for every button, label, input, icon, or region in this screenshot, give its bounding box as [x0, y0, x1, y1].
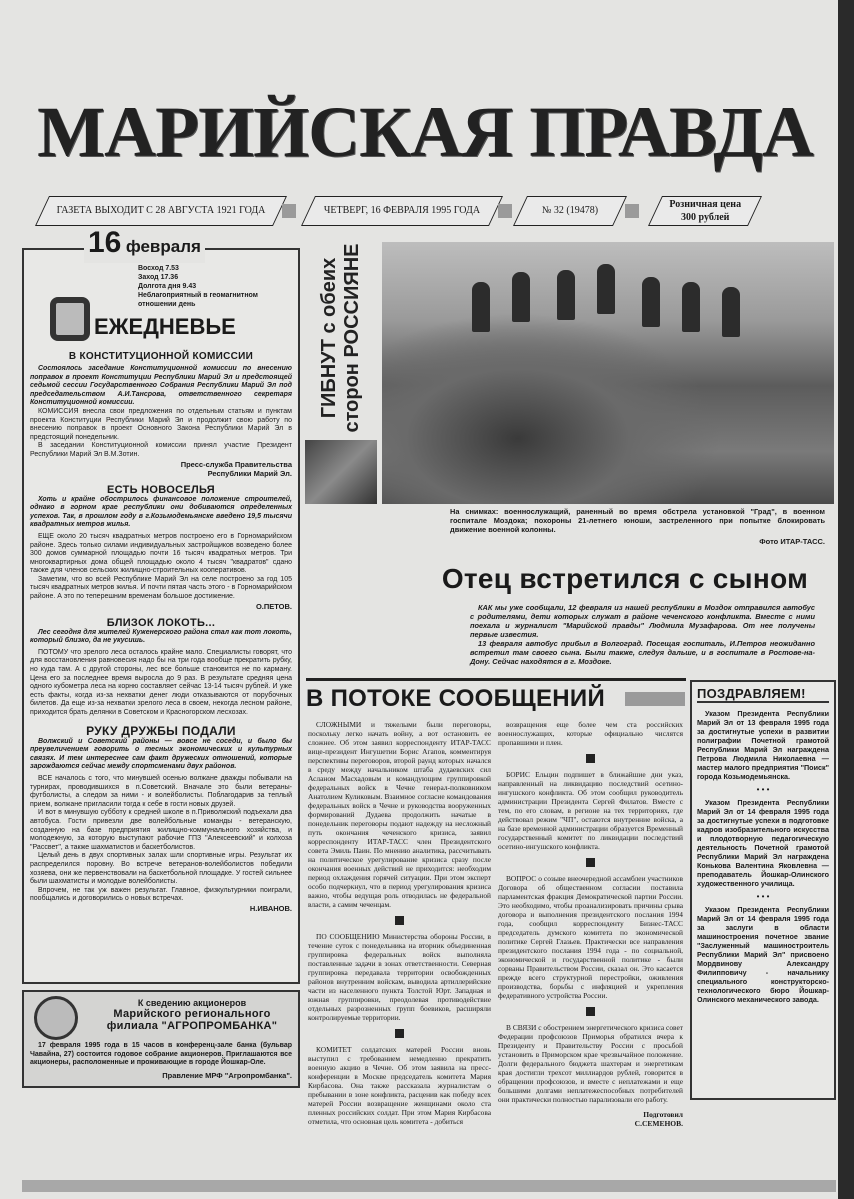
- date-label: [301, 196, 503, 226]
- article-signature: Н.ИВАНОВ.: [249, 903, 292, 913]
- news-signature: С.СЕМЕНОВ.: [634, 1119, 683, 1128]
- price-line2: 300 рублей: [681, 212, 730, 223]
- sunrise: Восход 7.53: [138, 265, 179, 272]
- congratulations-box: [690, 680, 836, 1100]
- since-text: ГАЗЕТА ВЫХОДИТ С 28 АВГУСТА 1921 ГОДА: [56, 205, 266, 216]
- photo-caption-block: [450, 507, 825, 546]
- bullet-square: [586, 1007, 595, 1016]
- article-paragraph: ПОТОМУ что зрелого леса осталось крайне мало. Специалисты говорят, что для восстановления равновесия надо бы на три года вообще прекратить рубку, но куда там. А с другой стороны, лес все больше становится не по карману. Цена его за последнее время выросла до 9 раз. В результате средняя цена одного кубометра леса на корню составляет сейчас 13-14 тысяч рублей. И уже есть факты, когда из-за нехватки денег люди отказываются от порубочных билетов. Да еще из-за нехватки зрелого леса в своем, некогда лесном районе, приходится брать делянки в Советском и Красногорском лесхозах.: [30, 648, 292, 716]
- news-item: возвращения еще более чем ста российских военнослужащих, которые официально числятся пропавшими и плен.: [498, 720, 683, 747]
- date-text: ЧЕТВЕРГ, 16 ФЕВРАЛЯ 1995 ГОДА: [323, 205, 481, 216]
- geomagnetic: Неблагоприятный в геомагнитном отношении день: [138, 292, 258, 308]
- photo-caption: На снимках: военнослужащий, раненный во время обстрела установкой "Град", в военном госпитале Моздока; похороны 21-летнего юноши, застреленного при попытке блокировать движение военной колонны.: [450, 507, 825, 534]
- bullet-square: [395, 1029, 404, 1038]
- article-paragraph: И вот в минувшую субботу к средней школе в п.Приволжский подъехали два автобуса. Гости привезли две волейбольные команды - ветеранскую, созданную на базе предприятия жилищно-коммунального хозяйства, и молодежную, за которую выступают рабочие ГПЗ "Алексеевский" и колхоза "Рассвет", а также шахматистов и баскетболистов.: [30, 809, 292, 851]
- article-paragraph: ЕЩЕ около 20 тысяч квадратных метров построено его в Горномарийском районе. Здесь только силами индивидуальных застройщиков возведено более 300 домов суммарной площадью почти 16 тысяч квадратных метров. Три многоквартирных дома общей площадью около 4 тысяч "квадратов" сдано также для членов сельских жилищно-строительных кооперативов.: [30, 532, 292, 575]
- news-item: БОРИС Ельцин подпишет в ближайшие дни указ, направленный на ликвидацию последствий осетино-ингушского конфликта. Об этом сообщил руководитель администрации Президента Сергей Филатов. Вместе с тем, по его словам, в регионе на тех территориях, где действовал режим "ЧП", остаются внутренние войска, а на базе временной администрации образуется Временный государственный комитет по ликвидации последствий осетино-ингушского конфликта.: [498, 770, 683, 851]
- article-lead: Хоть и крайне обострилось финансовое положение строителей, однако в горном крае республики они добиваются определенных успехов. Так, в прошлом году в г.Козьмодемьянске введено 19,5 тысячи квадратных метров жилья.: [30, 495, 292, 529]
- vertical-headline-text: ГИБНУТ с обеих сторон РОССИЯНЕ: [318, 243, 363, 433]
- bullet-square: [395, 916, 404, 925]
- separator-dots: • • •: [756, 785, 770, 794]
- notice-signature: Правление МРФ "Агропромбанка".: [162, 1070, 292, 1080]
- article-title: Отец встретился с сыном: [441, 563, 809, 594]
- notice-line1: К сведению акционеров: [137, 998, 247, 1008]
- separator-square: [625, 204, 639, 218]
- bank-notice: [22, 990, 300, 1088]
- congratulation-item: Указом Президента Республики Марий Эл от 14 февраля 1995 года за достигнутые успехи в подготовке кадров изобразительного искусства и плодотворную педагогическую деятельность Почетной грамотой Республики Марий Эл награждена Конькова Валентина Яковлевна — преподаватель Йошкар-Олинского художественного училища.: [697, 798, 829, 888]
- article-title: ЕСТЬ НОВОСЕЛЬЯ: [106, 483, 215, 496]
- article-paragraph: КОМИССИЯ внесла свои предложения по отдельным статьям и пунктам проекта Конституции Республики Марий Эл и продолжит свою работу по внесению поправок в проект Основного Закона Республики Марий Эл в предстоящий понедельник.: [30, 407, 292, 441]
- article-lead: Волжский и Советский районы — вовсе не соседи, и было бы преувеличением говорить о тесных экономических и культурных связях. И тем интереснее сам факт дружеских отношений, которые зарождаются сейчас между спортсменами двух районов.: [30, 737, 292, 771]
- article-paragraph: Впрочем, не так уж важен результат. Главное, физкультурники поиграли, пообщались и договорились о новых встречах.: [30, 886, 292, 903]
- congratulation-item: Указом Президента Республики Марий Эл от 13 февраля 1995 года за достигнутые успехи в развитии полиграфии Почетной грамотой Республики Марий Эл награждена Петрова Людмила Николаевна — мастер малого предприятия "Поиск" города Козьмодемьянска.: [697, 709, 829, 781]
- article-paragraph: 13 февраля автобус прибыл в Волгоград. Посещая госпиталь, И.Петров неожиданно встретил там своего сына. Были также, следуя дальше, и в госпитале в Ростове-на-Дону. Сейчас находятся в г. Моздоке.: [470, 639, 815, 666]
- article-paragraph: Целый день в двух спортивных залах шли спортивные игры. Результат их распределился поровну. Во встрече ветеранов-волейболистов победили хозяева, они же первенствовали на баскетбольной площадке. У гостей сильнее были шахматисты и молодые волейболисты.: [30, 852, 292, 886]
- photo-credit: Фото ИТАР-ТАСС.: [759, 537, 825, 546]
- article-paragraph: ВСЕ началось с того, что минувшей осенью волжане дважды побывали на турнирах, проводившихся в п.Советский. Вначале это были ветераны-футболисты, а следом за ними - и волейболисты. Поблагодарив за теплый прием, волжане пригласили тогда к себе в гости новых друзей.: [30, 774, 292, 808]
- issue-text: № 32 (19478): [541, 205, 599, 216]
- article-signature: О.ПЕТОВ.: [255, 601, 292, 611]
- article-title: БЛИЗОК ЛОКОТЬ...: [106, 616, 216, 629]
- news-item: ВОПРОС о созыве внеочередной ассамблеи участников Договора об общественном согласии поставила парламентская фракция Демократической партии России. Это необходимо, чтобы проанализировать причины срыва договора и выполнения президентского послания 1994 года, сообщил корреспонденту Бизнес-ТАСС председатель думского комитета по экономической политике Сергей Глазьев. Практически все направления президентского послания 1994 года - по социальной, экономической и государственной политике - были сорваны Правительством России, сказал он. Это касается прежде всего структурной перестройки, оживления производства, борьбы с инфляцией и укрепления федеративного устройства России.: [498, 874, 683, 1000]
- vertical-headline: [305, 240, 377, 436]
- title-bar-decoration: [625, 692, 685, 706]
- news-item: СЛОЖНЫМИ и тяжелыми были переговоры, поскольку легко начать войну, а вот остановить ее сложнее. Об этом заявил корреспонденту ИТАР-ТАСС вице-президент Ингушетии Борис Агапов, комментируя перспективы переговоров, второй раунд которых начался в среду между начальником штаба дудаевских сил Асланом Масхадовым и командующим группировкой федеральных войск в Чечне генерал-полковником Анатолием Куликовым. Взаимное согласие командования федеральных войск в Чечне и руководства вооруженных формирований Дудаева продолжить начатые в понедельник переговоры подают надежду на несложный путь окончания чеченского кризиса, заявил корреспонденту ИТАР-ТАСС член Президентского совета Эмиль Паин. По мнению аналитика, рассчитывать на политическое урегулирование кризиса сразу после окончания военных действий не приходится: необходим период охлаждения горячей ситуации. При этом эксперт особо подчеркнул, что в период урегулирования кризиса важно, чтобы ведущая роль отводилась не федеральной власти, а самим чеченцам.: [308, 720, 491, 909]
- news-item: ПО СООБЩЕНИЮ Министерства обороны России, в течение суток с понедельника на вторник объединенная группировка федеральных войск выполняла поставленные задачи в зонах ответственности. Северная группировка передавала территории освобожденных районов внутренним войскам, выводила артиллерийские части из населенного пункта Толстой Юрт. Западная и южная группировки, преодолевая противодействие отдельных разрозненных групп боевиков, расширяли контролируемые территории.: [308, 932, 491, 1022]
- separator-square: [498, 204, 512, 218]
- article-paragraph: КАК мы уже сообщали, 12 февраля из нашей республики в Моздок отправился автобус с родителями, дети которых служат в районе чеченского конфликта. Вместе с ними поехала и журналист "Марийской правды" Людмила Музафарова. От нее получены первые известия.: [470, 603, 815, 639]
- notice-body: 17 февраля 1995 года в 15 часов в конференц-зале банка (бульвар Чавайна, 27) состоится годовое собрание акционеров. Приглашаются все акционеры, расположенные и проживающие в городе Йошкар-Оле.: [30, 1042, 292, 1067]
- article-paragraph: В заседании Конституционной комиссии принял участие Президент Республики Марий Эл В.М.Зотин.: [30, 442, 292, 458]
- price-text: [656, 197, 754, 224]
- date-heading: [84, 228, 205, 263]
- scan-edge: [838, 0, 854, 1199]
- article-paragraph: Заметим, что во всей Республике Марий Эл на селе построено за год 105 тысяч квадратных метров жилья. И почти пятая часть этого - в Горномарийском районе. А это по теперешним временам большое достижение.: [30, 575, 292, 601]
- article-title: В КОНСТИТУЦИОННОЙ КОМИССИИ: [68, 351, 254, 362]
- news-section-title: В ПОТОКЕ СООБЩЕНИЙ: [306, 685, 605, 712]
- article-title: РУКУ ДРУЖБЫ ПОДАЛИ: [86, 723, 236, 738]
- funeral-photo: [382, 242, 834, 504]
- price-label: [648, 196, 762, 226]
- price-line1: Розничная цена: [669, 199, 742, 210]
- almanac: [138, 264, 292, 309]
- divider: [306, 678, 686, 681]
- article-lead: Состоялось заседание Конституционной комиссии по внесению поправок в проект Конституции Республики Марий Эл и предстоящей седьмой сессии Государственного Собрания Республики Марий Эл под председательством А.И.Тансрова, ответственного секретаря Конституционной комиссии.: [30, 365, 292, 407]
- clock-icon: [50, 297, 90, 341]
- article-lead: Лес сегодня для жителей Куженерского района стал как тот локоть, который близко, да не укусишь.: [30, 628, 292, 645]
- notice-line3: филиала "АГРОПРОМБАНКА": [106, 1020, 278, 1032]
- news-signature-label: Подготовил: [643, 1110, 683, 1119]
- news-item: КОМИТЕТ солдатских матерей России вновь выступил с требованием немедленно прекратить военную акцию в Чечне. Об этом заявила на пресс-конференции в Москве председатель комитета Мария Кирбасова. Она также рассказала журналистам о пребывании в зоне конфликта, расценив как победу всех матерей России возвращение женщинами около ста пленных российских солдат. При этом Мария Кирбасова отметила, что основная цель комитета - добиться: [308, 1045, 491, 1126]
- footer-band: [22, 1180, 836, 1192]
- news-column-1: [308, 720, 491, 1126]
- agroprombank-logo: [34, 996, 78, 1040]
- sunset: Заход 17.36: [138, 274, 179, 281]
- left-column: [22, 226, 300, 1088]
- congratulation-item: Указом Президента Республики Марий Эл от 14 февраля 1995 года за заслуги в области машиностроения почетное звание "Заслуженный машиностроитель Республики Марий Эл" присвоено Мордвинову Александру Филипповичу - начальнику специального конструкторско-технологического бюро Йошкар-Олинского механического завода.: [697, 905, 829, 1004]
- article-body: [470, 603, 815, 666]
- notice-line2: Марийского регионального: [113, 1008, 271, 1020]
- congratulations-title: ПОЗДРАВЛЯЕМ!: [697, 686, 829, 703]
- month-name: февраля: [125, 237, 201, 256]
- separator-dots: • • •: [756, 892, 770, 901]
- day-number: 16: [88, 226, 122, 259]
- notice-heading: [92, 998, 292, 1032]
- news-column-2: [498, 720, 683, 1128]
- left-column-box: [22, 226, 300, 984]
- bullet-square: [586, 858, 595, 867]
- since-label: [35, 196, 287, 226]
- rubric-title: ЕЖЕДНЕВЬЕ: [94, 314, 236, 339]
- article-signature: Пресс-служба Правительства Республики Марий Эл.: [180, 459, 292, 478]
- bullet-square: [586, 754, 595, 763]
- day-length: Долгота дня 9.43: [138, 283, 197, 290]
- masthead-title: МАРИЙСКАЯ ПРАВДА: [37, 92, 813, 172]
- info-bar: [0, 196, 836, 226]
- separator-square: [282, 204, 296, 218]
- wounded-soldier-photo: [305, 440, 377, 504]
- rubric: [30, 311, 292, 345]
- issue-label: [513, 196, 627, 226]
- news-item: В СВЯЗИ с обострением энергетического кризиса совет Федерации профсоюзов Приморья обратился вчера к Президенту и Правительству России с просьбой установить в Приморском крае чрезвычайное положение. Долги федерального бюджета шахтерам и энергетикам края достигли трехсот миллиардов рублей, говорится в обращении профсоюзов, и вместе с неплатежами и еще большими долгами неплатежеспособных потребителей они практически полностью парализовали его работу.: [498, 1023, 683, 1104]
